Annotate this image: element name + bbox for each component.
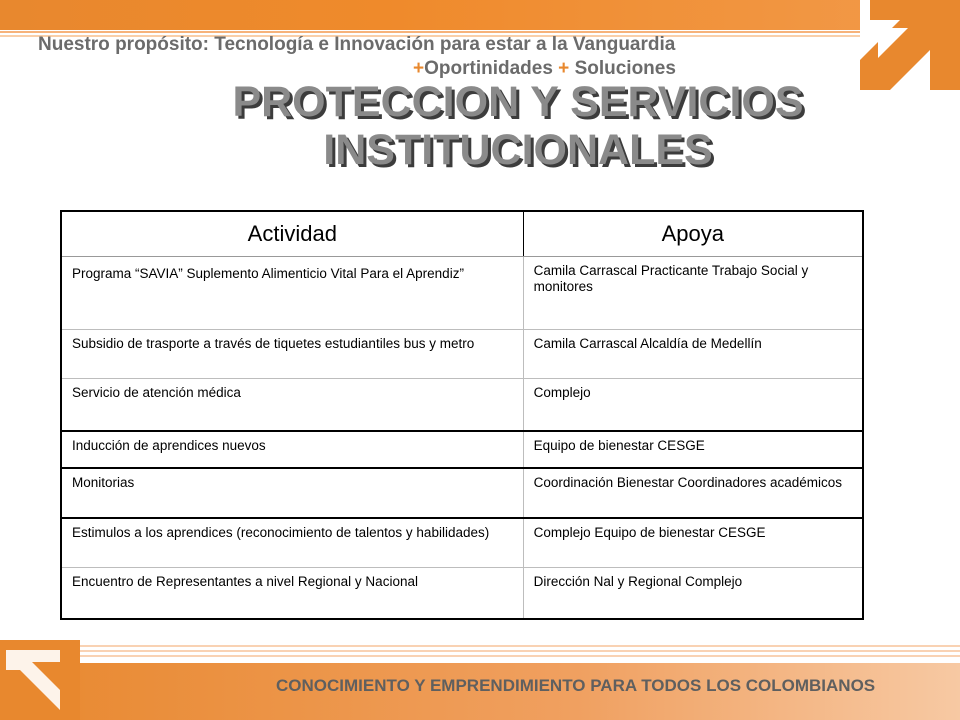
- table-header-row: [61, 211, 863, 257]
- cell-apoya: Coordinación Bienestar Coordinadores académicos: [523, 468, 863, 518]
- tagline-word-soluciones: Soluciones: [574, 58, 676, 79]
- table-row: [61, 330, 863, 379]
- cell-apoya: Camila Carrascal Practicante Trabajo Social y monitores: [523, 257, 863, 330]
- tagline-word-oportinidades: Oportinidades: [424, 58, 553, 79]
- cell-actividad: Estimulos a los aprendices (reconocimiento de talentos y habilidades): [61, 518, 523, 568]
- slide-title: [0, 78, 960, 174]
- plus-sign: +: [413, 58, 425, 79]
- cell-actividad: Monitorias: [61, 468, 523, 518]
- header-tagline: Nuestro propósito: Tecnología e Innovación para estar a la Vanguardia: [38, 34, 676, 55]
- sena-footer-logo-icon: [0, 640, 80, 720]
- table-row: [61, 518, 863, 568]
- table-row: [61, 431, 863, 468]
- table-row: [61, 568, 863, 620]
- slide-title-line2: INSTITUCIONALES: [323, 126, 713, 174]
- slide-title-line1: PROTECCION Y SERVICIOS: [232, 78, 804, 126]
- table-row: [61, 468, 863, 518]
- table-row: [61, 257, 863, 330]
- cell-actividad: Servicio de atención médica: [61, 379, 523, 432]
- cell-actividad: Subsidio de trasporte a través de tiquetes estudiantiles bus y metro: [61, 330, 523, 379]
- cell-apoya: Complejo Equipo de bienestar CESGE: [523, 518, 863, 568]
- table-row: [61, 379, 863, 432]
- cell-apoya: Equipo de bienestar CESGE: [523, 431, 863, 468]
- header-apoya: Apoya: [523, 211, 863, 257]
- cell-actividad: Inducción de aprendices nuevos: [61, 431, 523, 468]
- header-actividad: Actividad: [61, 211, 523, 257]
- plus-sign: +: [552, 58, 575, 79]
- cell-apoya: Complejo: [523, 379, 863, 432]
- header-tagline-line2: [413, 58, 676, 80]
- activities-table: [60, 210, 864, 620]
- sena-logo-icon: [860, 0, 960, 90]
- cell-actividad: Encuentro de Representantes a nivel Regional y Nacional: [61, 568, 523, 620]
- header-stripe: [0, 0, 960, 30]
- cell-apoya: Camila Carrascal Alcaldía de Medellín: [523, 330, 863, 379]
- footer-lines: [0, 640, 960, 660]
- footer-slogan: CONOCIMIENTO Y EMPRENDIMIENTO PARA TODOS LOS COLOMBIANOS: [276, 676, 876, 695]
- cell-apoya: Dirección Nal y Regional Complejo: [523, 568, 863, 620]
- cell-actividad: Programa “SAVIA” Suplemento Alimenticio Vital Para el Aprendiz”: [61, 257, 523, 330]
